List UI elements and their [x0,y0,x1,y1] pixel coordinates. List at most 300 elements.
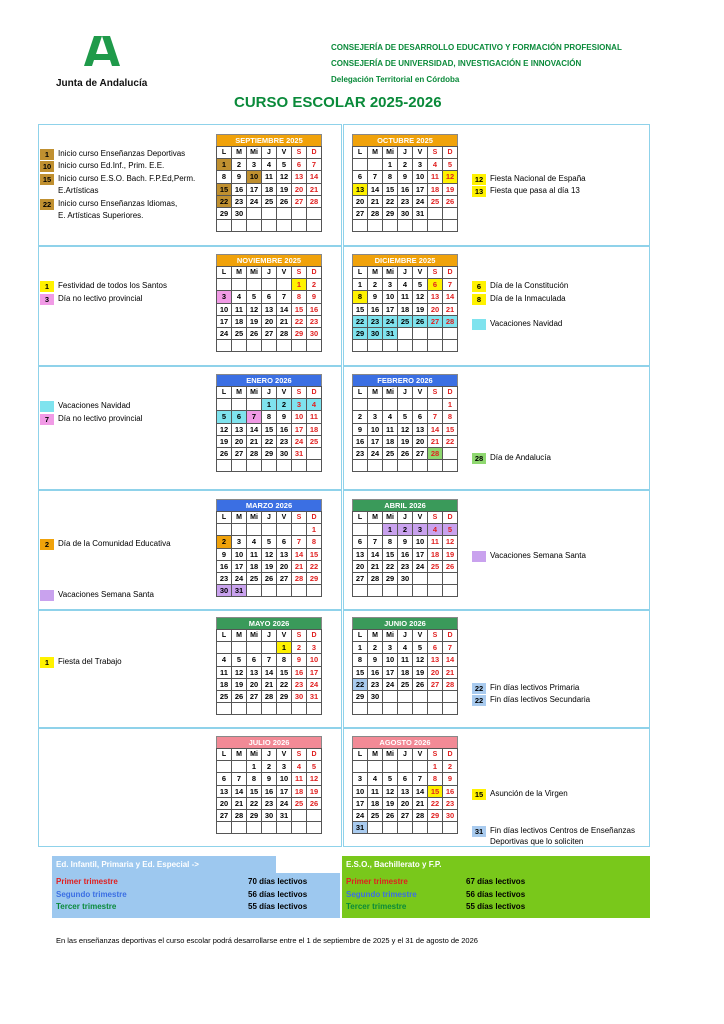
day-cell: 28 [428,447,443,459]
day-cell: 22 [353,678,368,690]
day-cell [262,220,277,232]
day-cell: 23 [277,435,292,447]
day-cell: 17 [368,435,383,447]
day-cell: 27 [292,195,307,207]
day-cell: 1 [383,524,398,536]
legend-note [472,293,566,305]
day-cell: 27 [277,572,292,584]
day-cell: 17 [383,303,398,315]
day-cell [277,524,292,536]
day-cell [232,220,247,232]
day-cell: 10 [277,773,292,785]
legend-swatch: 8 [472,294,486,305]
day-cell: 12 [413,654,428,666]
day-cell: 8 [277,654,292,666]
summary-row [342,902,650,915]
day-cell [247,703,262,715]
trimester-label: Primer trimestre [346,877,408,886]
weekday-header: D [443,387,458,399]
day-cell: 9 [368,291,383,303]
legend-note [40,210,143,222]
weekday-header: S [428,512,443,524]
day-cell: 17 [292,423,307,435]
day-cell: 4 [428,159,443,171]
weekday-header: Mi [247,512,262,524]
legend-text: Día de la Comunidad Educativa [58,539,171,548]
month-table [352,386,458,472]
month-table [216,386,322,472]
day-cell: 6 [353,536,368,548]
day-cell: 13 [277,548,292,560]
legend-note [472,550,586,562]
legend-swatch: 22 [472,683,486,694]
weekday-header: M [232,630,247,642]
day-cell: 26 [307,797,322,809]
month-calendar [216,736,322,834]
day-cell [443,447,458,459]
day-cell [307,809,322,821]
day-cell: 22 [292,315,307,327]
weekday-header: S [292,630,307,642]
day-cell: 12 [307,773,322,785]
day-cell: 1 [443,399,458,411]
weekday-header: S [428,630,443,642]
weekday-header: D [307,749,322,761]
day-cell: 12 [277,171,292,183]
day-cell [262,822,277,834]
day-cell: 8 [262,411,277,423]
day-cell: 6 [247,654,262,666]
weekday-header: S [292,387,307,399]
day-cell: 17 [307,666,322,678]
day-cell: 3 [307,642,322,654]
day-cell: 21 [368,195,383,207]
day-cell [232,340,247,352]
legend-text: Vacaciones Navidad [58,401,131,410]
day-cell [443,340,458,352]
day-cell [232,642,247,654]
day-cell: 23 [368,315,383,327]
day-cell: 20 [413,435,428,447]
day-cell: 23 [292,678,307,690]
day-cell: 17 [353,797,368,809]
day-cell: 11 [232,303,247,315]
day-cell [277,460,292,472]
day-cell: 25 [232,327,247,339]
weekday-header: V [413,147,428,159]
legend-text: Inicio curso E.S.O. Bach. F.P.Ed,Perm. [58,174,196,183]
day-cell: 16 [368,303,383,315]
month-calendar [216,374,322,472]
day-cell: 19 [383,797,398,809]
day-cell [232,524,247,536]
day-cell: 29 [428,809,443,821]
weekday-header: V [413,512,428,524]
legend-text: Día de la Constitución [490,281,569,290]
day-cell: 7 [307,159,322,171]
day-cell: 29 [277,690,292,702]
weekday-header: J [398,147,413,159]
day-cell: 17 [383,666,398,678]
day-cell: 4 [292,761,307,773]
legend-swatch [40,186,54,197]
month-calendar [352,499,458,597]
day-cell: 7 [428,411,443,423]
month-title: DICIEMBRE 2025 [352,254,458,266]
day-cell: 23 [217,572,232,584]
day-cell: 24 [247,195,262,207]
weekday-header: M [368,387,383,399]
day-cell [353,460,368,472]
summary-row [342,890,650,903]
month-title: AGOSTO 2026 [352,736,458,748]
day-cell: 28 [262,690,277,702]
legend-note [472,173,586,185]
day-cell: 8 [247,773,262,785]
day-cell: 29 [307,572,322,584]
day-cell: 14 [307,171,322,183]
logo-text: Junta de Andalucía [56,78,148,89]
day-cell: 25 [217,690,232,702]
day-cell: 30 [368,327,383,339]
weekday-header: D [443,512,458,524]
month-calendar [352,374,458,472]
day-cell: 7 [292,536,307,548]
day-cell: 4 [368,773,383,785]
day-cell: 2 [398,524,413,536]
day-cell: 9 [292,654,307,666]
weekday-header: L [217,630,232,642]
day-cell: 22 [383,560,398,572]
day-cell: 6 [398,773,413,785]
legend-swatch: 31 [472,826,486,837]
day-cell [413,703,428,715]
day-cell: 2 [262,761,277,773]
weekday-header: J [262,267,277,279]
day-cell [368,340,383,352]
day-cell [292,460,307,472]
day-cell: 3 [383,642,398,654]
day-cell [398,340,413,352]
day-cell: 14 [368,183,383,195]
legend-swatch: 22 [472,695,486,706]
weekday-header: J [398,267,413,279]
day-cell: 12 [398,423,413,435]
day-cell: 26 [247,327,262,339]
day-cell: 22 [307,560,322,572]
day-cell: 21 [368,560,383,572]
day-cell: 13 [232,423,247,435]
day-cell: 3 [292,399,307,411]
month-calendar [352,134,458,232]
weekday-header: S [292,147,307,159]
day-cell: 17 [247,183,262,195]
day-cell: 7 [368,171,383,183]
day-cell [353,159,368,171]
month-table [216,629,322,715]
day-cell: 14 [428,423,443,435]
day-cell: 5 [277,159,292,171]
legend-note [40,173,195,185]
day-cell [368,460,383,472]
day-cell [413,460,428,472]
day-cell [398,761,413,773]
weekday-header: Mi [247,749,262,761]
weekday-header: L [353,749,368,761]
legend-swatch [40,401,54,412]
day-cell: 30 [262,809,277,821]
day-cell: 4 [232,291,247,303]
day-cell: 29 [383,207,398,219]
day-cell: 18 [428,548,443,560]
day-cell: 29 [353,690,368,702]
weekday-header: S [428,267,443,279]
day-cell: 7 [443,279,458,291]
day-cell: 7 [247,411,262,423]
day-cell: 12 [413,291,428,303]
legend-note [40,293,142,305]
day-cell: 11 [217,666,232,678]
day-cell: 23 [307,315,322,327]
day-cell: 22 [217,195,232,207]
day-cell [217,822,232,834]
day-cell: 18 [262,183,277,195]
day-cell [368,822,383,834]
legend-note [40,413,142,425]
day-cell: 20 [247,678,262,690]
day-cell: 29 [353,327,368,339]
trimester-label: Tercer trimestre [346,902,407,911]
day-cell [292,703,307,715]
day-cell: 22 [247,797,262,809]
day-cell: 26 [443,195,458,207]
day-cell: 11 [428,171,443,183]
day-cell: 29 [262,447,277,459]
day-cell: 28 [368,207,383,219]
day-cell: 7 [232,773,247,785]
month-table [216,146,322,232]
day-cell [413,572,428,584]
legend-swatch [472,551,486,562]
day-cell: 13 [413,423,428,435]
day-cell: 28 [443,315,458,327]
day-cell: 3 [413,159,428,171]
day-cell [262,340,277,352]
weekday-header: D [307,630,322,642]
day-cell [217,524,232,536]
day-cell: 3 [353,773,368,785]
day-cell: 3 [413,524,428,536]
trimester-days: 55 días lectivos [466,902,526,911]
day-cell: 30 [398,207,413,219]
day-cell [428,703,443,715]
legend-swatch: 10 [40,161,54,172]
day-cell: 13 [353,548,368,560]
day-cell: 20 [217,797,232,809]
weekday-header: Mi [383,749,398,761]
day-cell [383,690,398,702]
weekday-header: S [292,749,307,761]
day-cell: 19 [443,548,458,560]
day-cell: 10 [413,536,428,548]
day-cell: 28 [307,195,322,207]
day-cell: 29 [292,327,307,339]
day-cell: 24 [383,315,398,327]
day-cell: 5 [307,761,322,773]
day-cell [307,447,322,459]
summary-title: E.S.O., Bachillerato y F.P. [342,856,650,873]
day-cell: 7 [277,291,292,303]
day-cell [277,585,292,597]
day-cell: 12 [443,536,458,548]
day-cell [292,585,307,597]
day-cell [443,572,458,584]
day-cell: 10 [353,785,368,797]
month-title: ENERO 2026 [216,374,322,386]
day-cell: 15 [383,183,398,195]
day-cell: 25 [383,447,398,459]
day-cell: 27 [398,809,413,821]
day-cell [353,340,368,352]
legend-note [472,318,562,330]
day-cell: 12 [232,666,247,678]
month-title: JULIO 2026 [216,736,322,748]
weekday-header: S [428,387,443,399]
weekday-header: D [307,387,322,399]
month-title: NOVIEMBRE 2025 [216,254,322,266]
weekday-header: V [413,630,428,642]
day-cell [413,585,428,597]
day-cell: 23 [262,797,277,809]
day-cell: 11 [247,548,262,560]
legend-swatch: 1 [40,281,54,292]
day-cell: 30 [217,585,232,597]
weekday-header: M [232,267,247,279]
day-cell: 31 [383,327,398,339]
day-cell: 8 [353,654,368,666]
day-cell: 9 [353,423,368,435]
day-cell [383,399,398,411]
day-cell [232,703,247,715]
day-cell: 25 [398,315,413,327]
day-cell: 17 [232,560,247,572]
month-table [352,511,458,597]
day-cell: 16 [398,548,413,560]
day-cell [443,220,458,232]
legend-note [472,836,583,848]
legend-text: E.Artísticas [58,186,99,195]
legend-text: Inicio curso Enseñanzas Idiomas, [58,199,178,208]
page-title: CURSO ESCOLAR 2025-2026 [234,94,442,111]
trimester-days: 56 días lectivos [466,889,526,899]
weekday-header: S [428,147,443,159]
legend-swatch: 3 [40,294,54,305]
day-cell: 28 [443,678,458,690]
day-cell: 19 [262,560,277,572]
legend-note [472,185,580,197]
month-title: OCTUBRE 2025 [352,134,458,146]
weekday-header: J [398,387,413,399]
day-cell: 15 [383,548,398,560]
day-cell [383,585,398,597]
footnote: En las enseñanzas deportivas el curso escolar podrá desarrollarse entre el 1 de septiembre de 2025 y el 31 de agosto de 2026 [56,936,478,945]
month-table [352,748,458,834]
day-cell: 6 [413,411,428,423]
day-cell [368,524,383,536]
weekday-header: L [217,512,232,524]
day-cell: 5 [413,642,428,654]
day-cell: 19 [413,666,428,678]
day-cell [247,220,262,232]
day-cell: 24 [413,195,428,207]
day-cell [292,340,307,352]
day-cell: 13 [247,666,262,678]
day-cell: 19 [413,303,428,315]
day-cell: 28 [292,572,307,584]
day-cell [307,822,322,834]
header-lines [331,40,622,88]
day-cell: 12 [247,303,262,315]
day-cell: 18 [398,303,413,315]
day-cell: 22 [383,195,398,207]
day-cell: 23 [368,678,383,690]
day-cell: 16 [307,303,322,315]
day-cell: 24 [383,678,398,690]
month-title: JUNIO 2026 [352,617,458,629]
legend-text: Día de la Inmaculada [490,294,566,303]
day-cell: 15 [262,423,277,435]
day-cell: 21 [428,435,443,447]
day-cell: 16 [353,435,368,447]
day-cell [277,340,292,352]
day-cell [292,809,307,821]
weekday-header: M [368,267,383,279]
day-cell [353,220,368,232]
day-cell: 15 [307,548,322,560]
trimester-label: Primer trimestre [56,877,118,886]
day-cell [217,220,232,232]
legend-swatch [40,590,54,601]
day-cell: 31 [232,585,247,597]
day-cell: 11 [398,654,413,666]
day-cell: 26 [413,315,428,327]
day-cell: 4 [383,411,398,423]
day-cell: 2 [292,642,307,654]
day-cell: 15 [443,423,458,435]
legend-text: Fin días lectivos Primaria [490,683,580,692]
day-cell: 7 [443,642,458,654]
day-cell: 13 [428,654,443,666]
weekday-header: Mi [247,630,262,642]
legend-text: Fiesta del Trabajo [58,657,122,666]
weekday-header: J [398,512,413,524]
day-cell: 27 [428,315,443,327]
day-cell [413,761,428,773]
day-cell: 28 [413,809,428,821]
month-calendar [352,736,458,834]
day-cell: 16 [217,560,232,572]
day-cell: 13 [398,785,413,797]
day-cell: 4 [217,654,232,666]
legend-note [40,185,98,197]
day-cell: 13 [428,291,443,303]
day-cell: 1 [353,642,368,654]
legend-text: Fin días lectivos Centros de Enseñanzas [490,826,635,835]
day-cell [368,761,383,773]
day-cell: 26 [232,690,247,702]
weekday-header: D [443,749,458,761]
weekday-header: D [443,147,458,159]
